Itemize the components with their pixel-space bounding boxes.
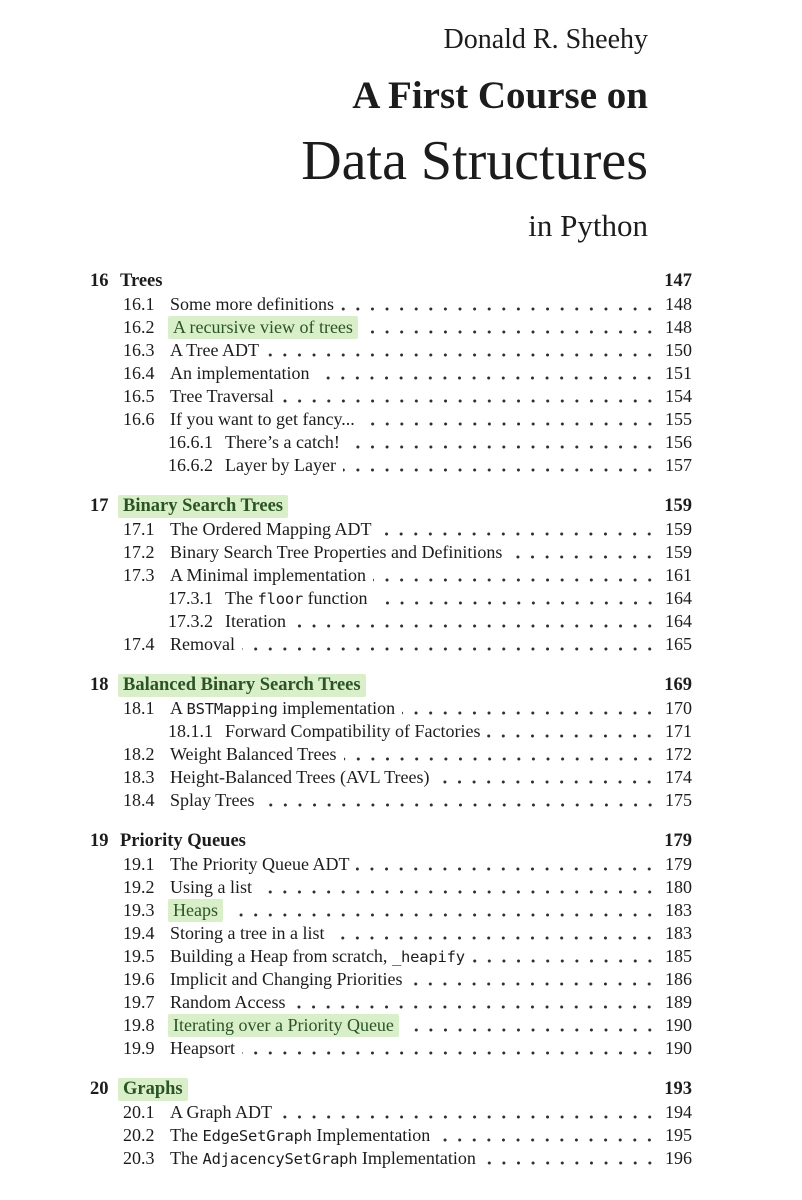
entry-number: 20.1 [123, 1102, 155, 1122]
entry-page: 148 [665, 317, 692, 337]
toc [0, 244, 802, 1170]
toc-entry[interactable] [90, 385, 692, 408]
entry-number: 20 [90, 1079, 109, 1099]
dot-leader [344, 743, 657, 766]
entry-title [225, 720, 480, 743]
toc-entry[interactable] [90, 1124, 692, 1147]
toc-entry[interactable] [90, 316, 692, 339]
spacer [186, 1078, 660, 1101]
plain-text: The [225, 588, 258, 608]
dot-leader [316, 362, 657, 385]
highlight [118, 495, 288, 518]
entry-page: 155 [665, 409, 692, 429]
plain-text: A Minimal implementation [170, 565, 366, 585]
toc-entry[interactable] [90, 362, 692, 385]
toc-entry[interactable] [90, 720, 692, 743]
dot-leader [242, 1037, 657, 1060]
book-subtitle: in Python [528, 208, 648, 243]
entry-title [170, 968, 402, 991]
entry-title [120, 674, 364, 697]
book-title-line1: A First Course on [352, 74, 648, 117]
entry-number: 19.7 [123, 992, 155, 1012]
dot-leader [375, 587, 657, 610]
chapter-block [90, 830, 692, 1060]
chapter-block [90, 270, 692, 477]
dot-leader [356, 853, 657, 876]
entry-title [225, 431, 340, 454]
book-author: Donald R. Sheehy [443, 24, 648, 55]
toc-entry[interactable] [90, 968, 692, 991]
dot-leader [404, 1014, 657, 1037]
entry-title [170, 518, 371, 541]
dot-leader [347, 431, 657, 454]
entry-number: 18.3 [123, 767, 155, 787]
entry-number: 20.2 [123, 1125, 155, 1145]
entry-title [170, 945, 465, 968]
entry-page: 159 [665, 519, 692, 539]
entry-number: 17.2 [123, 542, 155, 562]
dot-leader [331, 922, 657, 945]
toc-entry[interactable] [90, 293, 692, 316]
entry-page: 161 [665, 565, 692, 585]
code-text: AdjacencySetGraph [202, 1150, 358, 1168]
dot-leader [266, 339, 657, 362]
dot-leader [343, 454, 657, 477]
entry-page: 175 [665, 790, 692, 810]
dot-leader [509, 541, 657, 564]
entry-title [170, 362, 309, 385]
toc-entry[interactable] [90, 541, 692, 564]
spacer [162, 270, 660, 293]
dot-leader [242, 633, 657, 656]
entry-number: 16.1 [123, 294, 155, 314]
dot-leader [378, 518, 657, 541]
plain-text: A [170, 698, 187, 718]
highlight [168, 1014, 399, 1037]
entry-page: 147 [664, 271, 692, 291]
dot-leader [228, 899, 657, 922]
entry-number: 19.9 [123, 1038, 155, 1058]
entry-number: 18 [90, 675, 109, 695]
plain-text: A Tree ADT [170, 340, 260, 360]
highlight [118, 674, 366, 697]
entry-title [170, 697, 395, 720]
dot-leader [341, 293, 657, 316]
dot-leader [292, 991, 657, 1014]
plain-text: Some more definitions [170, 294, 334, 314]
dot-leader [362, 408, 657, 431]
plain-text: Implementation [311, 1125, 431, 1145]
toc-chapter-entry[interactable] [90, 674, 692, 697]
entry-title [170, 541, 502, 564]
entry-title [170, 1037, 235, 1060]
entry-page: 164 [665, 588, 692, 608]
entry-page: 179 [665, 854, 692, 874]
plain-text: Random Access [170, 992, 286, 1012]
plain-text: Iteration [225, 611, 286, 631]
entry-number: 17.1 [123, 519, 155, 539]
highlight [168, 899, 223, 922]
plain-text: A recursive view of trees [173, 317, 353, 337]
toc-entry[interactable] [90, 408, 692, 431]
entry-page: 159 [664, 496, 692, 516]
code-text: BSTMapping [186, 700, 278, 718]
plain-text: The Priority Queue ADT [170, 854, 350, 874]
plain-text: The Ordered Mapping ADT [170, 519, 372, 539]
entry-number: 19.6 [123, 969, 155, 989]
entry-page: 195 [665, 1125, 692, 1145]
entry-title [170, 339, 259, 362]
plain-text: There’s a catch! [225, 432, 340, 452]
toc-entry[interactable] [90, 697, 692, 720]
entry-page: 190 [665, 1038, 692, 1058]
entry-title [225, 454, 336, 477]
entry-title [170, 899, 221, 922]
entry-title [170, 293, 334, 316]
entry-page: 183 [665, 923, 692, 943]
entry-page: 190 [665, 1015, 692, 1035]
plain-text: Removal [170, 634, 235, 654]
dot-leader [281, 385, 657, 408]
toc-entry[interactable] [90, 945, 692, 968]
toc-chapter-entry[interactable] [90, 1078, 692, 1101]
code-text: _heapify [391, 948, 465, 966]
toc-entry[interactable] [90, 876, 692, 899]
highlight [118, 1078, 188, 1101]
entry-page: 193 [664, 1079, 692, 1099]
plain-text: Balanced Binary Search Trees [123, 675, 361, 695]
entry-number: 16.3 [123, 340, 155, 360]
entry-page: 194 [665, 1102, 692, 1122]
toc-entry[interactable] [90, 1101, 692, 1124]
dot-leader [436, 766, 657, 789]
dot-leader [373, 564, 657, 587]
entry-title [170, 564, 366, 587]
dot-leader [293, 610, 657, 633]
entry-number: 19 [90, 831, 109, 851]
highlight [168, 316, 358, 339]
entry-title [170, 1147, 476, 1170]
entry-number: 17.3.1 [168, 588, 213, 608]
dot-leader [487, 720, 657, 743]
entry-title [120, 1078, 186, 1101]
code-text: EdgeSetGraph [202, 1127, 312, 1145]
entry-number: 20.3 [123, 1148, 155, 1168]
entry-title [170, 789, 255, 812]
plain-text: Heaps [173, 900, 218, 920]
dot-leader [483, 1147, 657, 1170]
toc-entry[interactable] [90, 633, 692, 656]
entry-number: 19.8 [123, 1015, 155, 1035]
entry-page: 170 [665, 698, 692, 718]
toc-entry[interactable] [90, 454, 692, 477]
toc-entry[interactable] [90, 518, 692, 541]
plain-text: Priority Queues [120, 831, 246, 851]
entry-number: 17.3.2 [168, 611, 213, 631]
toc-entry[interactable] [90, 431, 692, 454]
plain-text: A Graph ADT [170, 1102, 272, 1122]
dot-leader [363, 316, 657, 339]
plain-text: The [170, 1125, 203, 1145]
toc-entry[interactable] [90, 991, 692, 1014]
toc-entry[interactable] [90, 899, 692, 922]
plain-text: Weight Balanced Trees [170, 744, 337, 764]
plain-text: Using a list [170, 877, 253, 897]
toc-chapter-entry[interactable] [90, 270, 692, 293]
entry-number: 16.4 [123, 363, 155, 383]
entry-title [225, 587, 368, 610]
entry-number: 18.2 [123, 744, 155, 764]
entry-number: 19.4 [123, 923, 155, 943]
toc-entry[interactable] [90, 1147, 692, 1170]
entry-number: 17 [90, 496, 109, 516]
entry-page: 196 [665, 1148, 692, 1168]
plain-text: Implicit and Changing Priorities [170, 969, 403, 989]
entry-number: 16 [90, 271, 109, 291]
entry-number: 19.2 [123, 877, 155, 897]
entry-page: 174 [665, 767, 692, 787]
entry-page: 151 [665, 363, 692, 383]
dot-leader [402, 697, 657, 720]
entry-title [170, 991, 285, 1014]
plain-text: implementation [277, 698, 396, 718]
plain-text: Binary Search Tree Properties and Definitions [170, 542, 503, 562]
toc-entry[interactable] [90, 1037, 692, 1060]
entry-number: 16.2 [123, 317, 155, 337]
toc-entry[interactable] [90, 339, 692, 362]
plain-text: Implementation [357, 1148, 476, 1168]
plain-text: Building a Heap from scratch, [170, 946, 392, 966]
spacer [286, 495, 660, 518]
toc-entry[interactable] [90, 789, 692, 812]
toc-entry[interactable] [90, 1014, 692, 1037]
toc-entry[interactable] [90, 743, 692, 766]
plain-text: The [170, 1148, 203, 1168]
entry-title [170, 408, 355, 431]
entry-page: 186 [665, 969, 692, 989]
title-block [0, 0, 802, 244]
entry-title [170, 766, 429, 789]
plain-text: Heapsort [170, 1038, 235, 1058]
spacer [246, 830, 660, 853]
plain-text: An implementation [170, 363, 310, 383]
entry-page: 169 [664, 675, 692, 695]
entry-title [170, 633, 235, 656]
plain-text: Binary Search Trees [123, 496, 283, 516]
entry-page: 180 [665, 877, 692, 897]
entry-page: 154 [665, 386, 692, 406]
toc-chapter-entry[interactable] [90, 830, 692, 853]
entry-page: 185 [665, 946, 692, 966]
entry-page: 164 [665, 611, 692, 631]
entry-title [170, 385, 274, 408]
entry-number: 18.4 [123, 790, 155, 810]
plain-text: Trees [120, 271, 163, 291]
entry-number: 19.1 [123, 854, 155, 874]
entry-title [170, 1014, 397, 1037]
plain-text: Layer by Layer [225, 455, 336, 475]
toc-entry[interactable] [90, 853, 692, 876]
plain-text: function [303, 588, 368, 608]
toc-chapter-entry[interactable] [90, 495, 692, 518]
entry-title [120, 495, 286, 518]
entry-title [120, 270, 162, 293]
plain-text: Iterating over a Priority Queue [173, 1015, 394, 1035]
entry-page: 150 [665, 340, 692, 360]
entry-number: 17.3 [123, 565, 155, 585]
dot-leader [409, 968, 657, 991]
toc-entry[interactable] [90, 564, 692, 587]
dot-leader [259, 876, 657, 899]
entry-number: 18.1.1 [168, 721, 213, 741]
entry-page: 172 [665, 744, 692, 764]
spacer [364, 674, 660, 697]
toc-entry[interactable] [90, 922, 692, 945]
entry-page: 183 [665, 900, 692, 920]
plain-text: Graphs [123, 1079, 183, 1099]
entry-page: 156 [665, 432, 692, 452]
entry-number: 16.6.2 [168, 455, 213, 475]
entry-page: 171 [665, 721, 692, 741]
book-title-line2: Data Structures [301, 130, 648, 192]
plain-text: Tree Traversal [170, 386, 274, 406]
entry-title [170, 1101, 272, 1124]
entry-page: 165 [665, 634, 692, 654]
toc-entry[interactable] [90, 766, 692, 789]
entry-number: 18.1 [123, 698, 155, 718]
entry-title [170, 922, 324, 945]
entry-page: 159 [665, 542, 692, 562]
toc-entry[interactable] [90, 610, 692, 633]
dot-leader [472, 945, 657, 968]
chapter-block [90, 674, 692, 812]
plain-text: Forward Compatibility of Factories [225, 721, 481, 741]
dot-leader [279, 1101, 657, 1124]
plain-text: Height-Balanced Trees (AVL Trees) [170, 767, 430, 787]
entry-title [120, 830, 246, 853]
entry-number: 16.5 [123, 386, 155, 406]
entry-title [170, 853, 349, 876]
dot-leader [262, 789, 657, 812]
entry-page: 179 [664, 831, 692, 851]
entry-number: 17.4 [123, 634, 155, 654]
entry-number: 19.5 [123, 946, 155, 966]
entry-title [170, 316, 356, 339]
entry-title [170, 876, 252, 899]
entry-title [170, 1124, 430, 1147]
chapter-block [90, 1078, 692, 1170]
dot-leader [437, 1124, 657, 1147]
entry-page: 189 [665, 992, 692, 1012]
entry-number: 16.6 [123, 409, 155, 429]
toc-entry[interactable] [90, 587, 692, 610]
entry-number: 19.3 [123, 900, 155, 920]
plain-text: Splay Trees [170, 790, 255, 810]
entry-title [225, 610, 286, 633]
entry-title [170, 743, 337, 766]
entry-page: 148 [665, 294, 692, 314]
plain-text: If you want to get fancy... [170, 409, 355, 429]
plain-text: Storing a tree in a list [170, 923, 325, 943]
code-text: floor [257, 590, 304, 608]
entry-number: 16.6.1 [168, 432, 213, 452]
entry-page: 157 [665, 455, 692, 475]
chapter-block [90, 495, 692, 656]
